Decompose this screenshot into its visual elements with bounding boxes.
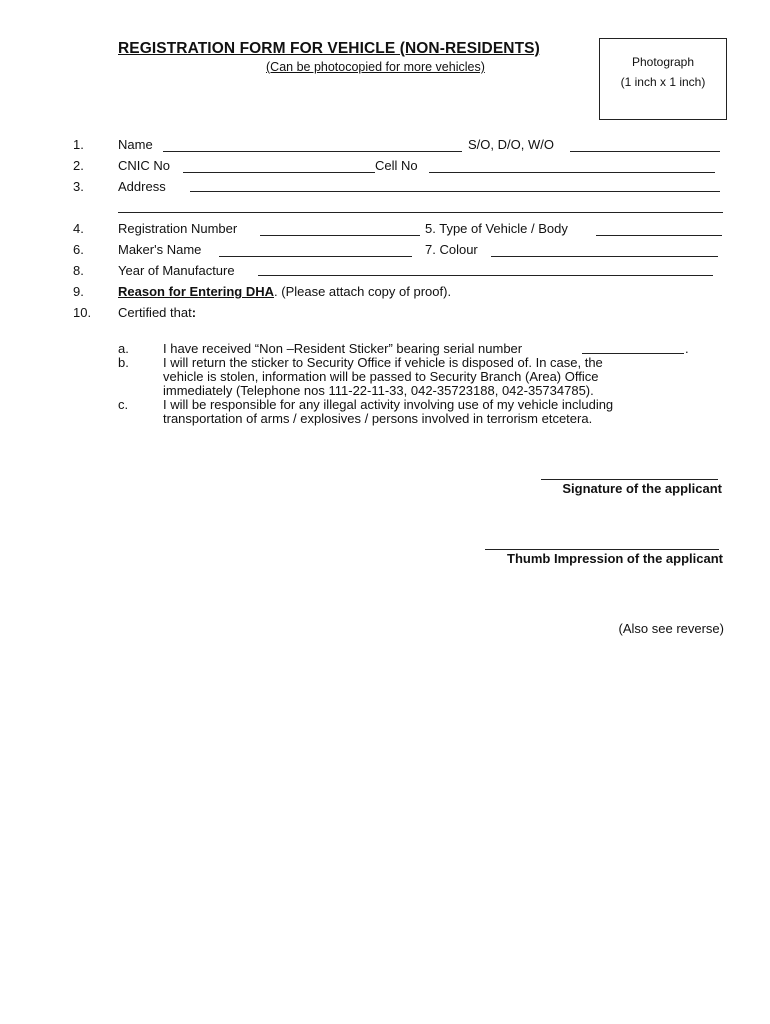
thumb-impression-input-line[interactable] bbox=[485, 549, 719, 550]
cell-label: Cell No bbox=[375, 158, 418, 173]
field-row-reason bbox=[0, 284, 770, 304]
so-do-wo-label: S/O, D/O, W/O bbox=[468, 137, 554, 152]
reason-label: Reason for Entering DHA bbox=[118, 284, 275, 299]
colour-label: 7. Colour bbox=[425, 242, 478, 257]
certification-c-line-1: I will be responsible for any illegal activity involving use of my vehicle including bbox=[163, 397, 614, 412]
field-row-registration bbox=[0, 221, 770, 241]
certified-label: Certified that bbox=[118, 305, 192, 320]
cnic-label: CNIC No bbox=[118, 158, 171, 173]
certification-b-line-1: I will return the sticker to Security Office if vehicle is disposed of. In case, the bbox=[163, 355, 603, 370]
form-title: REGISTRATION FORM FOR VEHICLE (NON-RESIDENTS) bbox=[118, 40, 540, 57]
reason-line bbox=[118, 284, 451, 299]
year-label: Year of Manufacture bbox=[118, 263, 235, 278]
field-row-address bbox=[0, 179, 770, 199]
certification-c-line-2: transportation of arms / explosives / persons involved in terrorism etcetera. bbox=[163, 411, 593, 426]
field-number: 4. bbox=[73, 221, 84, 236]
field-number: 2. bbox=[73, 158, 84, 173]
field-number: 10. bbox=[73, 305, 92, 320]
certification-a-end: . bbox=[685, 341, 689, 356]
signature-label: Signature of the applicant bbox=[562, 481, 722, 496]
photograph-size: (1 inch x 1 inch) bbox=[620, 75, 706, 89]
field-row-name bbox=[0, 137, 770, 157]
certified-colon: : bbox=[191, 305, 197, 320]
name-input-line[interactable] bbox=[163, 151, 462, 152]
name-label: Name bbox=[118, 137, 153, 152]
certification-letter: c. bbox=[118, 397, 129, 412]
photograph-label: Photograph bbox=[631, 55, 695, 69]
signature-input-line[interactable] bbox=[541, 479, 718, 480]
certification-a-text: I have received “Non –Resident Sticker” bearing serial number bbox=[163, 341, 523, 356]
maker-name-label: Maker's Name bbox=[118, 242, 202, 257]
field-number: 8. bbox=[73, 263, 84, 278]
reason-suffix: . (Please attach copy of proof). bbox=[274, 284, 452, 299]
photograph-box[interactable] bbox=[599, 38, 727, 120]
see-reverse-note: (Also see reverse) bbox=[618, 621, 724, 636]
certification-letter: b. bbox=[118, 355, 129, 370]
registration-label: Registration Number bbox=[118, 221, 238, 236]
address-label: Address bbox=[118, 179, 166, 194]
cnic-input-line[interactable] bbox=[183, 172, 375, 173]
field-row-maker bbox=[0, 242, 770, 262]
colour-input-line[interactable] bbox=[491, 256, 718, 257]
form-subtitle: (Can be photocopied for more vehicles) bbox=[266, 60, 485, 74]
vehicle-type-input-line[interactable] bbox=[596, 235, 722, 236]
address-input-line-1[interactable] bbox=[190, 191, 720, 192]
vehicle-type-label: 5. Type of Vehicle / Body bbox=[425, 221, 568, 236]
field-number: 9. bbox=[73, 284, 84, 299]
thumb-impression-label: Thumb Impression of the applicant bbox=[507, 551, 723, 566]
registration-input-line[interactable] bbox=[260, 235, 420, 236]
certification-letter: a. bbox=[118, 341, 129, 356]
maker-name-input-line[interactable] bbox=[219, 256, 412, 257]
address-input-line-2[interactable] bbox=[118, 212, 723, 213]
sticker-serial-input-line[interactable] bbox=[582, 353, 684, 354]
field-number: 1. bbox=[73, 137, 84, 152]
field-row-year bbox=[0, 263, 770, 283]
field-row-certified bbox=[0, 305, 770, 325]
field-number: 3. bbox=[73, 179, 84, 194]
certification-b-line-3: immediately (Telephone nos 111-22-11-33, 042-35723188, 042-35734785). bbox=[163, 383, 594, 398]
certification-b-line-2: vehicle is stolen, information will be passed to Security Branch (Area) Office bbox=[163, 369, 599, 384]
certified-line bbox=[118, 305, 196, 320]
field-number: 6. bbox=[73, 242, 84, 257]
field-row-cnic bbox=[0, 158, 770, 178]
cell-input-line[interactable] bbox=[429, 172, 715, 173]
so-do-wo-input-line[interactable] bbox=[570, 151, 720, 152]
year-input-line[interactable] bbox=[258, 275, 713, 276]
